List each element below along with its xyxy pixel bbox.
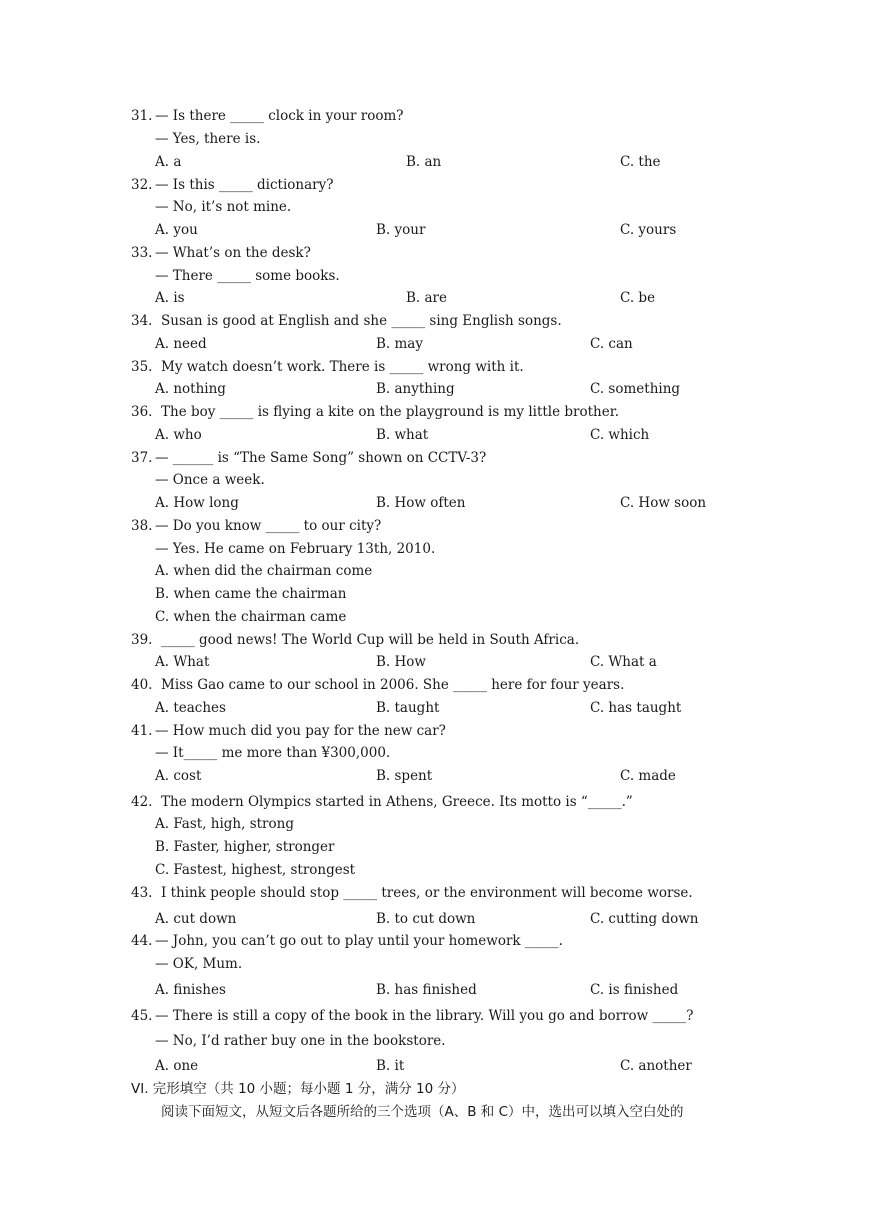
question-34-option-b: B. may xyxy=(376,336,423,352)
question-38-line-2: — Yes. He came on February 13th, 2010. xyxy=(155,541,436,557)
question-36-option-b: B. what xyxy=(376,427,429,443)
question-33-option-a: A. is xyxy=(155,290,185,306)
question-38-option-b: B. when came the chairman xyxy=(155,586,347,602)
question-40-number: 40. xyxy=(131,677,153,693)
question-39-option-c: C. What a xyxy=(590,654,657,670)
question-35-option-b: B. anything xyxy=(376,381,455,397)
question-41-number: 41. xyxy=(131,723,153,739)
question-32-option-c: C. yours xyxy=(620,222,677,238)
question-31-line-2: — Yes, there is. xyxy=(155,131,261,147)
question-45-line-1: — There is still a copy of the book in the library. Will you go and borrow _____? xyxy=(155,1008,694,1024)
question-41-option-a: A. cost xyxy=(155,768,202,784)
question-40-line-1: Miss Gao came to our school in 2006. She _____ here for four years. xyxy=(161,677,625,693)
question-43-line-1: I think people should stop _____ trees, or the environment will become worse. xyxy=(161,885,693,901)
question-36-number: 36. xyxy=(131,404,153,420)
question-42-option-b: B. Faster, higher, stronger xyxy=(155,839,335,855)
question-43-option-b: B. to cut down xyxy=(376,911,476,927)
question-42-option-a: A. Fast, high, strong xyxy=(155,816,294,832)
question-41-line-2: — It_____ me more than ¥300,000. xyxy=(155,745,391,761)
question-43-option-a: A. cut down xyxy=(155,911,237,927)
question-33-line-1: — What’s on the desk? xyxy=(155,245,311,261)
question-44-line-2: — OK, Mum. xyxy=(155,956,243,972)
question-33-line-2: — There _____ some books. xyxy=(155,268,340,284)
question-33-option-c: C. be xyxy=(620,290,656,306)
question-45-line-2: — No, I’d rather buy one in the bookstore. xyxy=(155,1033,446,1049)
section-instruction: 阅读下面短文，从短文后各题所给的三个选项（A、B 和 C）中，选出可以填入空白处的 xyxy=(161,1104,684,1120)
question-38-line-1: — Do you know _____ to our city? xyxy=(155,518,382,534)
question-36-option-c: C. which xyxy=(590,427,650,443)
question-37-option-b: B. How often xyxy=(376,495,466,511)
question-41-option-c: C. made xyxy=(620,768,676,784)
question-41-line-1: — How much did you pay for the new car? xyxy=(155,723,446,739)
question-45-option-c: C. another xyxy=(620,1058,692,1074)
question-33-number: 33. xyxy=(131,245,153,261)
question-37-number: 37. xyxy=(131,450,153,466)
question-35-option-c: C. something xyxy=(590,381,681,397)
question-32-line-1: — Is this _____ dictionary? xyxy=(155,177,334,193)
question-44-option-c: C. is finished xyxy=(590,982,679,998)
question-34-line-1: Susan is good at English and she _____ sing English songs. xyxy=(161,313,562,329)
question-41-option-b: B. spent xyxy=(376,768,433,784)
question-42-option-c: C. Fastest, highest, strongest xyxy=(155,862,356,878)
question-34-option-c: C. can xyxy=(590,336,633,352)
question-35-option-a: A. nothing xyxy=(155,381,226,397)
question-38-option-a: A. when did the chairman come xyxy=(155,563,373,579)
question-32-option-a: A. you xyxy=(155,222,198,238)
question-44-option-b: B. has finished xyxy=(376,982,477,998)
question-39-line-1: _____ good news! The World Cup will be held in South Africa. xyxy=(161,632,580,648)
question-38-number: 38. xyxy=(131,518,153,534)
question-32-option-b: B. your xyxy=(376,222,426,238)
question-40-option-a: A. teaches xyxy=(155,700,226,716)
question-36-option-a: A. who xyxy=(155,427,202,443)
question-39-number: 39. xyxy=(131,632,153,648)
question-43-option-c: C. cutting down xyxy=(590,911,699,927)
question-35-line-1: My watch doesn’t work. There is _____ wrong with it. xyxy=(161,359,524,375)
question-31-number: 31. xyxy=(131,108,153,124)
question-44-option-a: A. finishes xyxy=(155,982,226,998)
question-31-option-b: B. an xyxy=(406,154,442,170)
question-32-line-2: — No, it’s not mine. xyxy=(155,199,292,215)
question-40-option-c: C. has taught xyxy=(590,700,682,716)
question-31-option-a: A. a xyxy=(155,154,182,170)
question-42-line-1: The modern Olympics started in Athens, Greece. Its motto is “_____.” xyxy=(161,794,633,810)
question-45-option-b: B. it xyxy=(376,1058,405,1074)
question-42-number: 42. xyxy=(131,794,153,810)
section-heading: VI. 完形填空（共 10 小题；每小题 1 分，满分 10 分） xyxy=(131,1081,465,1097)
question-39-option-b: B. How xyxy=(376,654,426,670)
question-38-option-c: C. when the chairman came xyxy=(155,609,347,625)
question-33-option-b: B. are xyxy=(406,290,447,306)
question-40-option-b: B. taught xyxy=(376,700,440,716)
question-37-line-2: — Once a week. xyxy=(155,472,265,488)
question-34-number: 34. xyxy=(131,313,153,329)
question-36-line-1: The boy _____ is flying a kite on the playground is my little brother. xyxy=(161,404,619,420)
question-35-number: 35. xyxy=(131,359,153,375)
question-45-number: 45. xyxy=(131,1008,153,1024)
question-45-option-a: A. one xyxy=(155,1058,199,1074)
question-37-line-1: — ______ is “The Same Song” shown on CCTV-3? xyxy=(155,450,487,466)
question-37-option-a: A. How long xyxy=(155,495,239,511)
question-31-line-1: — Is there _____ clock in your room? xyxy=(155,108,404,124)
question-44-number: 44. xyxy=(131,933,153,949)
question-37-option-c: C. How soon xyxy=(620,495,707,511)
question-32-number: 32. xyxy=(131,177,153,193)
question-43-number: 43. xyxy=(131,885,153,901)
question-39-option-a: A. What xyxy=(155,654,210,670)
question-34-option-a: A. need xyxy=(155,336,207,352)
question-44-line-1: — John, you can’t go out to play until your homework _____. xyxy=(155,933,563,949)
question-31-option-c: C. the xyxy=(620,154,661,170)
